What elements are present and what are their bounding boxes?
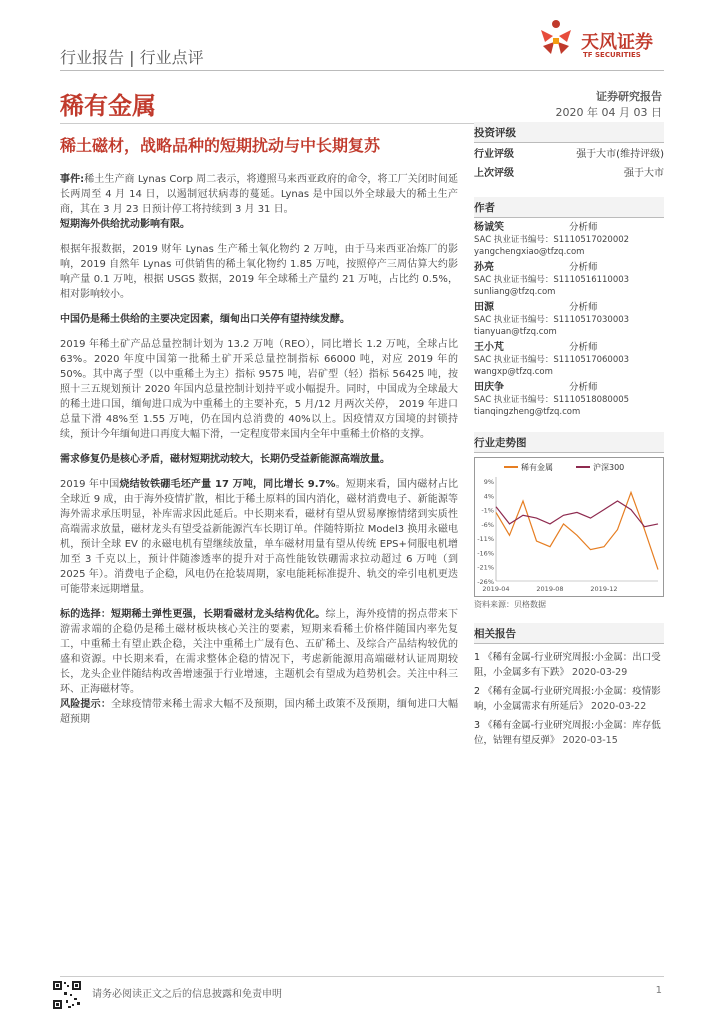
event-label: 事件: (60, 174, 85, 185)
author-sac: SAC 执业证书编号：S1110517060003 (474, 355, 630, 365)
author-sac: SAC 执业证书编号：S1110518080005 (474, 395, 630, 405)
related-report-date: 2020-03-15 (562, 735, 618, 746)
y-tick-label: -1% (481, 506, 494, 515)
y-tick-label: 4% (483, 492, 494, 501)
rating-row (474, 162, 664, 181)
section-heading: 中国仍是稀土供给的主要决定因素，缅甸出口关停有望持续发酵。 (60, 314, 350, 325)
y-tick-label: -26% (477, 578, 494, 586)
company-logo (533, 14, 668, 64)
qr-code-icon (52, 980, 82, 1010)
related-report[interactable] (474, 718, 664, 748)
author-name: 田源 (474, 302, 494, 313)
author-email[interactable]: sunliang@tfzq.com (474, 287, 556, 297)
trend-chart-svg (474, 457, 664, 597)
author-title: 作者 (474, 197, 664, 218)
author-email[interactable]: tianyuan@tfzq.com (474, 327, 557, 337)
author-name: 王小芃 (474, 342, 504, 353)
author-entry (474, 262, 664, 298)
author-entry (474, 342, 664, 378)
section-heading: 需求修复仍是核心矛盾，磁材短期扰动较大，长期仍受益新能源高端放量。 (60, 454, 390, 465)
author-role: 分析师 (569, 382, 598, 393)
y-tick-label: 9% (483, 478, 494, 486)
series-line-csi300 (496, 501, 658, 527)
body-paragraph: 2019 年稀土矿产品总量控制计划为 13.2 万吨（REO），同比增长 1.2 万吨，全球占比 63%。2020 年度中国第一批稀土矿开采总量控制指标 66000 吨，对应 2019 年的 50%。其中离子型（以中重稀土为主）指标 9575 吨，岩矿型（轻）指标 56425 吨，按照十三五规划预计 2020 年国内总量控制计划持平或小幅提升。同时，中国成为全球最大的稀土进口国，缅甸进口成为中重稀土的主要补充，5 月/12 月两次关停， 2019 年进口总量下滑 48%至 1.55 万吨，仍在国内总消费的 40%以上。因疫情双方国境的封锁持续，预计今年缅甸进口再度大幅下滑，一定程度带来国内全年中重稀土价格的支撑。 (60, 339, 458, 440)
risk-text: 全球疫情带来稀土需求大幅不及预期，国内稀土政策不及预期，缅甸进口大幅超预期 (60, 699, 459, 725)
p4-bold: 烧结钕铁硼毛坯产量 17 万吨，同比增长 9.7% (119, 479, 336, 490)
author-name: 杨诚笑 (474, 222, 504, 233)
related-report-date: 2020-03-22 (591, 701, 647, 712)
rating-row (474, 143, 664, 162)
author-role: 分析师 (569, 262, 598, 273)
author-role: 分析师 (569, 302, 598, 313)
rating-value: 强于大市 (624, 168, 664, 179)
author-name: 田庆争 (474, 382, 504, 393)
related-report-date: 2020-03-29 (572, 667, 628, 678)
logo-icon (533, 16, 579, 62)
author-sac: SAC 执业证书编号：S1110517030003 (474, 315, 630, 325)
y-tick-label: -11% (477, 535, 494, 544)
y-tick-label: -16% (477, 549, 494, 558)
industry-title: 稀有金属 (60, 92, 156, 120)
author-role: 分析师 (569, 342, 598, 353)
logo-name-en: TF SECURITIES (583, 51, 641, 59)
sidebar (474, 122, 664, 748)
body-paragraph (60, 607, 458, 697)
selection-label: 标的选择：短期稀土弹性更强，长期看磁材龙头结构优化。 (60, 609, 326, 620)
author-role: 分析师 (569, 222, 598, 233)
header-divider (60, 70, 664, 71)
risk-label: 风险提示： (60, 699, 112, 710)
related-report-text: 2 《稀有金属-行业研究周报:小金属：疫情影响，小金属需求有所延后》 (474, 686, 661, 712)
author-sac: SAC 执业证书编号：S1110516110003 (474, 275, 630, 285)
body-paragraph (60, 477, 458, 597)
author-sac: SAC 执业证书编号：S1110517020002 (474, 235, 630, 245)
rating-key: 行业评级 (474, 149, 514, 160)
event-paragraph (60, 172, 458, 217)
related-report-text: 1 《稀有金属-行业研究周报:小金属：出口受阻，小金属多有下跌》 (474, 652, 661, 678)
report-date: 2020 年 04 月 03 日 (555, 106, 662, 119)
y-tick-label: -21% (477, 563, 494, 572)
logo-name-cn: 天风证券 (581, 32, 653, 53)
selection-text: 综上，海外疫情的拐点带来下游需求端的企稳仍是稀土磁材板块核心关注的要素，短期来看稀土价格伴随国内率先复工，中重稀土有望止跌企稳，关注中重稀土广晟有色、五矿稀土、及综合产品结构较优的盛和资源。中长期来看，在需求整体企稳的情况下，考虑新能源用高端磁材认证周期较长，龙头企业伴随结构改善增速强于行业增速，主题机会有望成为趋势机会。关注中科三环、正海磁材等。 (60, 609, 459, 695)
event-text: 稀土生产商 Lynas Corp 周二表示，将遵照马来西亚政府的命令，将工厂关闭时间延长两周至 4 月 14 日，以遏制冠状病毒的蔓延。Lynas 是中国以外全球最大的稀土生产商，其在 3 月 23 日预计停工将持续到 3 月 31 日。 (60, 174, 459, 215)
footer-disclaimer[interactable]: 请务必阅读正文之后的信息披露和免责申明 (92, 989, 282, 1000)
related-report[interactable] (474, 650, 664, 680)
x-tick-label: 2019-04 (482, 585, 510, 593)
page-number: 1 (655, 985, 662, 996)
y-tick-label: -6% (481, 520, 494, 529)
risk-paragraph (60, 697, 458, 727)
footer-divider (60, 976, 664, 977)
author-entry (474, 382, 664, 418)
author-entry (474, 302, 664, 338)
legend-label: 沪深300 (593, 463, 625, 472)
author-name: 孙亮 (474, 262, 494, 273)
report-title: 稀土磁材，战略品种的短期扰动与中长期复苏 (60, 136, 381, 155)
chart-source: 资料来源：贝格数据 (474, 600, 546, 609)
author-email[interactable]: yangchengxiao@tfzq.com (474, 247, 585, 257)
author-email[interactable]: tianqingzheng@tfzq.com (474, 407, 581, 417)
series-line-rare-metals (496, 492, 658, 569)
legend-label: 稀有金属 (521, 463, 553, 472)
main-content (60, 172, 458, 727)
related-report-text: 3 《稀有金属-行业研究周报:小金属：库存低位，钴锂有望反弹》 (474, 720, 661, 746)
trend-title: 行业走势图 (474, 432, 664, 453)
p4-text: 。短期来看，国内磁材占比全球近 9 成，由于海外疫情扩散，相比于稀土原料的国内消化，磁材消费电子、新能源等海外需求承压明显，补库需求因此延后。中长期来看，磁材有望从贸易摩擦情绪到实质性高端需求放量，磁材龙头有望受益新能源汽车长期订单。伴随特斯拉 Model3 换用永磁电机，预计全球 EV 的永磁电机有望继续放量，单车磁材用量有望从传统 EPS+伺服电机增加至 3 千克以上，预计伴随渗透率的提升对于高性能钕铁硼需求拉动超过 6 万吨（到 2025 年）。消费电子企稳，风电仍在抢装周期，家电能耗标准提升、轨交的牵引电机更迭可能带来远期增量。 (60, 479, 458, 595)
rating-key: 上次评级 (474, 168, 514, 179)
rating-title: 投资评级 (474, 122, 664, 143)
related-title: 相关报告 (474, 623, 664, 644)
rating-value: 强于大市(维持评级) (576, 149, 664, 160)
x-tick-label: 2019-12 (590, 585, 618, 593)
author-email[interactable]: wangxp@tfzq.com (474, 367, 553, 377)
body-paragraph: 根据年报数据，2019 财年 Lynas 生产稀土氧化物约 2 万吨，由于马来西亚冶炼厂的影响，2019 自然年 Lynas 可供销售的稀土氧化物约 1.85 万吨，按照停产三周估算大约影响产量 0.1 万吨，根据 USGS 数据，2019 年全球稀土产量约 21 万吨，占比约 0.5%，相对影响较小。 (60, 244, 458, 300)
section-heading: 短期海外供给扰动影响有限。 (60, 219, 190, 230)
chart-frame (475, 458, 664, 597)
trend-chart (474, 457, 664, 617)
x-tick-label: 2019-08 (536, 585, 564, 593)
report-type: 行业报告 | 行业点评 (60, 48, 204, 67)
related-report[interactable] (474, 684, 664, 714)
p4-lead: 2019 年中国 (60, 479, 120, 490)
author-entry (474, 222, 664, 258)
report-label: 证券研究报告 (596, 90, 662, 103)
